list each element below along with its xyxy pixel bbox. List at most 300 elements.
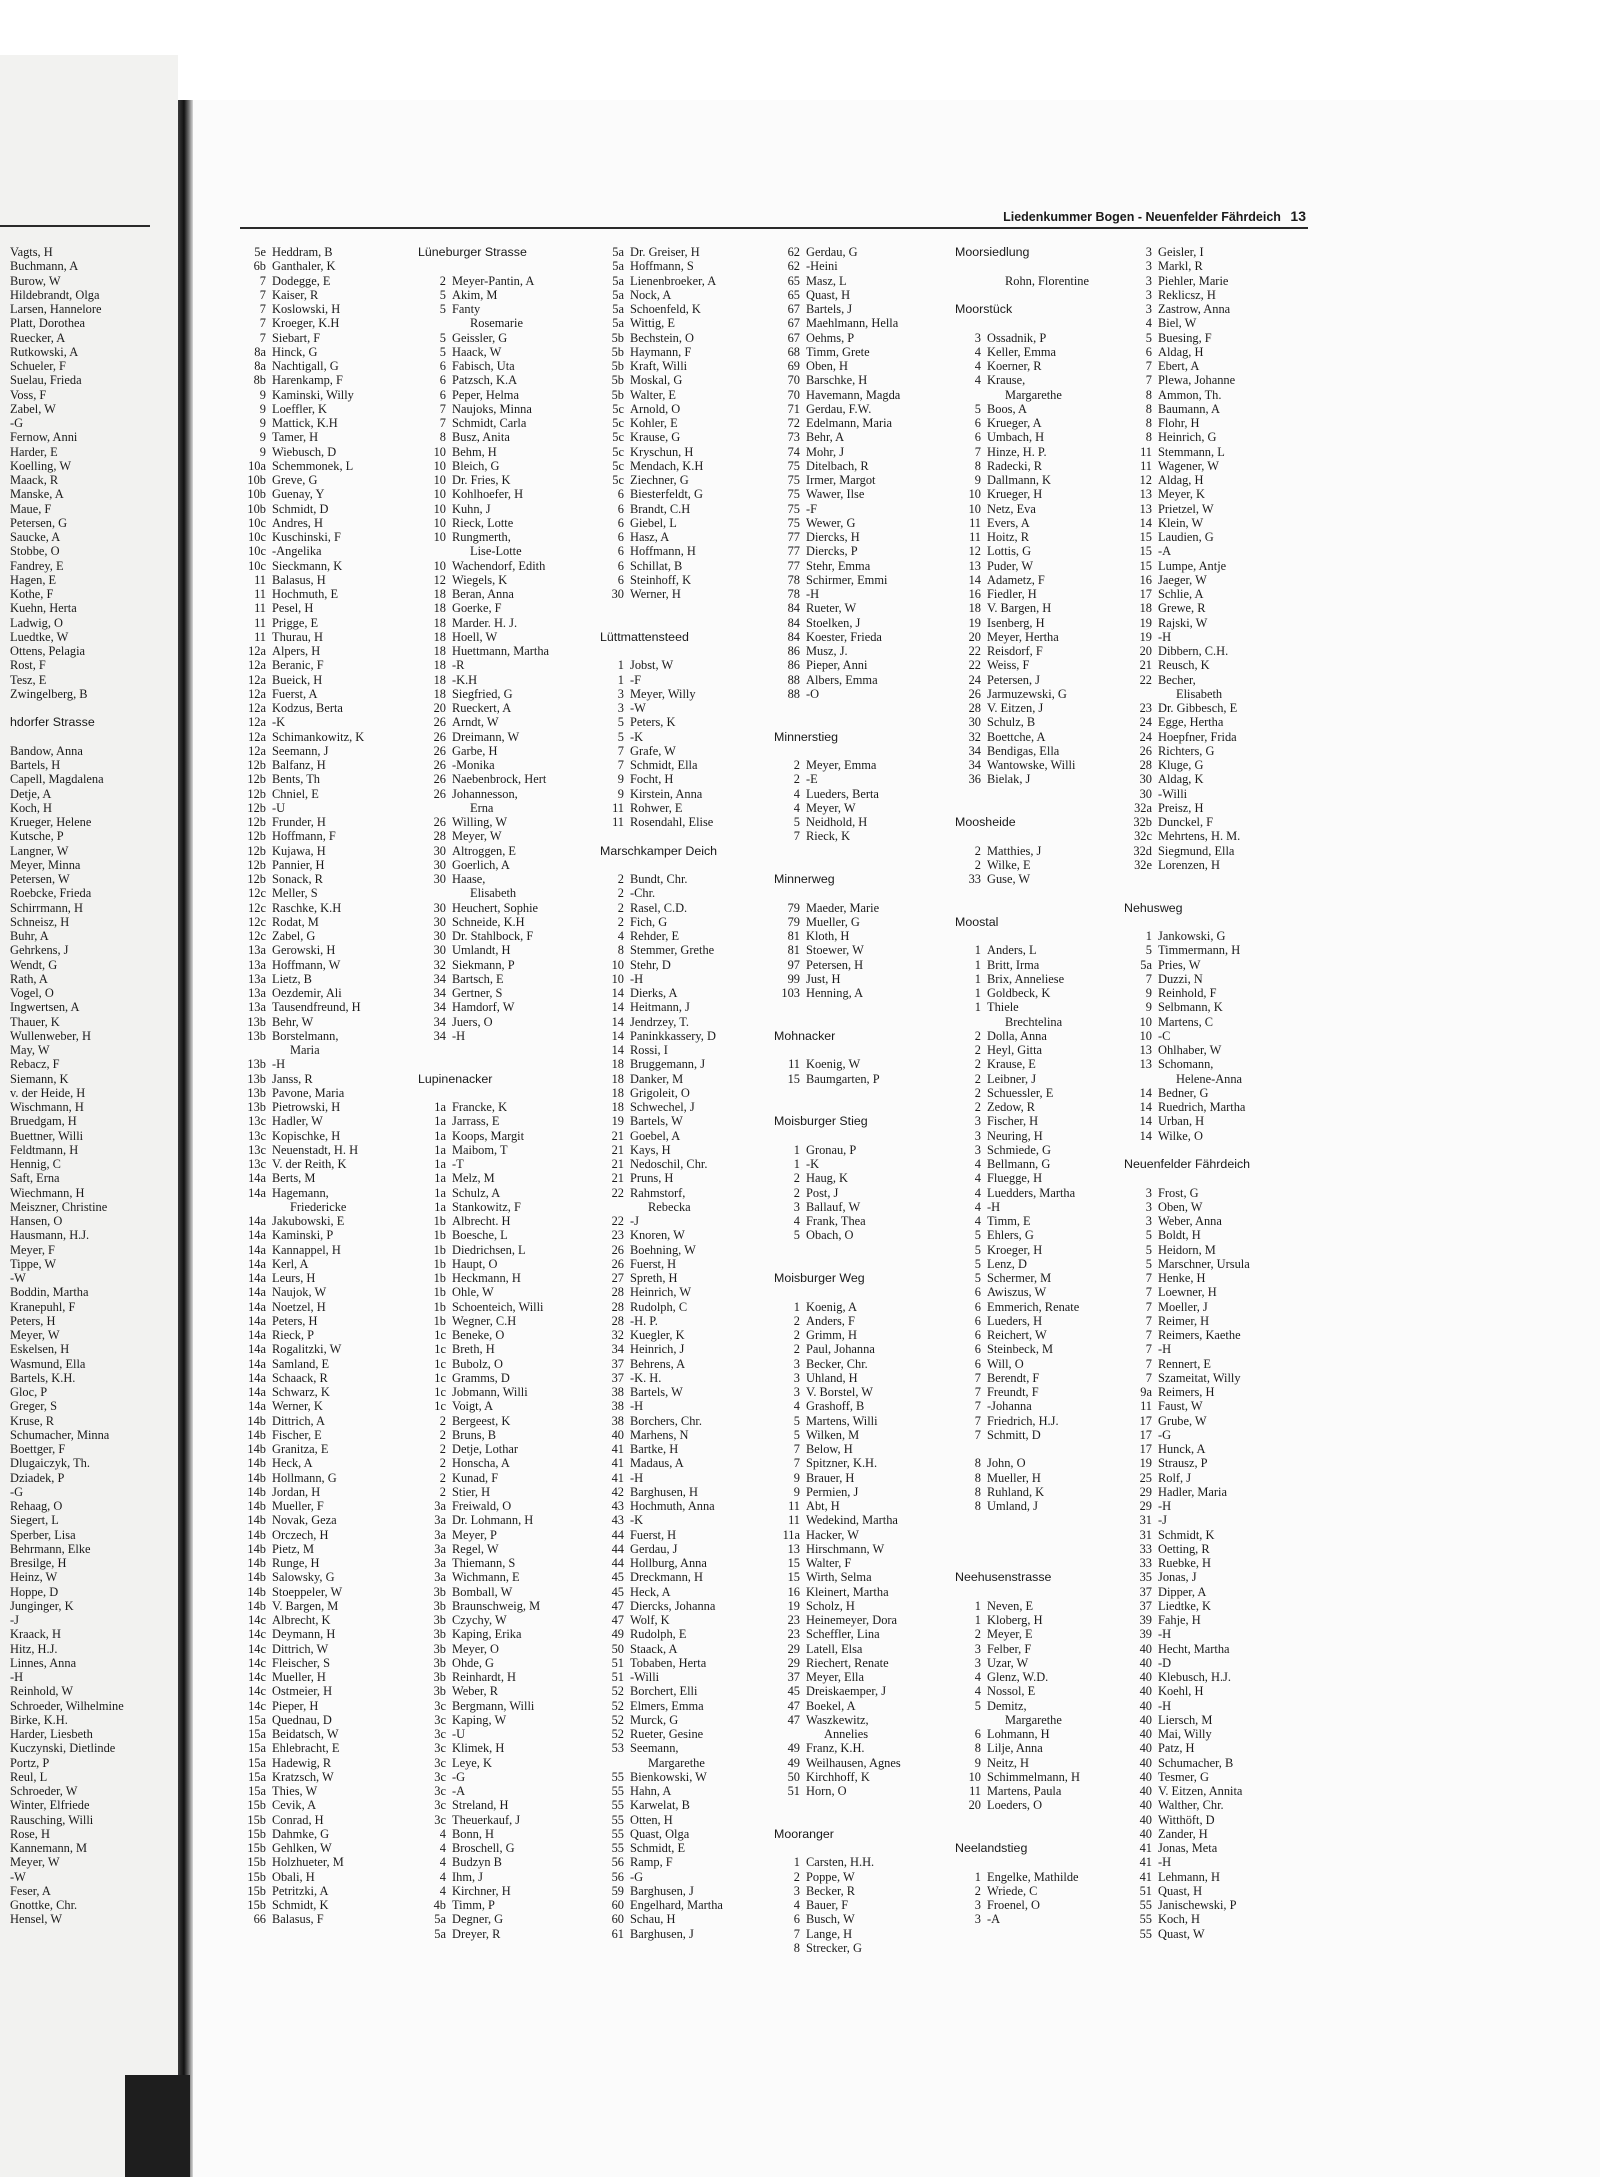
resident-name: Radecki, R (987, 458, 1043, 473)
resident-name: Paul, Johanna (806, 1342, 875, 1357)
resident-name: Freundt, F (987, 1385, 1039, 1399)
resident-entry (10, 1713, 178, 1727)
resident-name: Seemann, J (272, 743, 329, 758)
house-number: 12b (247, 843, 266, 858)
resident-name: Schau, H (630, 1912, 676, 1927)
resident-name: Ohlhaber, W (1158, 1043, 1222, 1057)
resident-entry (236, 958, 414, 972)
resident-entry (600, 1599, 772, 1613)
house-number: 28 (433, 829, 446, 844)
resident-entry (600, 1157, 772, 1171)
resident-name: Kujawa, H (272, 843, 326, 858)
house-number: 5a (612, 302, 624, 316)
resident-entry (10, 972, 178, 986)
resident-name: Leibner, J (987, 1071, 1037, 1086)
street-name: Lüttmattensteed (600, 629, 689, 644)
resident-name-continuation: Rosemarie (470, 316, 523, 331)
resident-name: Saucke, A (10, 530, 61, 544)
house-number: 67 (787, 316, 800, 331)
house-number: 14a (248, 1285, 266, 1300)
resident-entry (10, 1627, 178, 1641)
resident-entry (774, 1471, 952, 1485)
resident-name: Loeffler, K (272, 401, 328, 416)
resident-name: Nachtigall, G (272, 359, 339, 373)
resident-entry (600, 1499, 772, 1513)
resident-name: Oben, W (1158, 1199, 1203, 1214)
resident-entry (774, 1086, 952, 1100)
resident-entry (600, 616, 772, 630)
resident-entry (236, 1015, 414, 1029)
resident-entry (600, 1542, 772, 1556)
resident-entry (10, 416, 178, 430)
house-number: 26 (433, 786, 446, 801)
resident-name: Kuschinski, F (272, 530, 341, 544)
resident-name: Knoren, W (630, 1228, 685, 1243)
house-number: 40 (1139, 1670, 1152, 1684)
house-number: 30 (968, 715, 981, 730)
resident-entry (418, 829, 600, 843)
house-number: 14 (611, 1043, 624, 1057)
resident-name: Heyl, Gitta (987, 1043, 1043, 1057)
resident-name: Wiechmann, H (10, 1185, 85, 1200)
house-number: 34 (433, 1014, 446, 1029)
house-number: 53 (611, 1741, 624, 1756)
resident-name: Egge, Hertha (1158, 715, 1224, 730)
resident-entry (955, 359, 1135, 373)
house-number: 19 (1139, 1456, 1152, 1471)
resident-entry (10, 1642, 178, 1656)
resident-name: Berts, M (272, 1171, 316, 1186)
resident-entry (418, 1214, 600, 1228)
resident-name: Frunder, H (272, 815, 326, 829)
house-number: 10 (1139, 1028, 1152, 1043)
house-number: 66 (253, 1912, 266, 1927)
resident-entry (10, 1171, 178, 1185)
house-number: 3a (434, 1527, 446, 1542)
resident-entry (774, 1727, 952, 1741)
resident-name: Richters, G (1158, 743, 1215, 758)
resident-name: Haug, K (806, 1171, 848, 1186)
house-number: 13c (248, 1128, 266, 1143)
house-number: 14 (968, 572, 981, 587)
resident-entry (955, 1114, 1135, 1128)
resident-entry (236, 929, 414, 943)
resident-entry (236, 1385, 414, 1399)
house-number: 4 (793, 786, 800, 801)
resident-entry (418, 1371, 600, 1385)
house-number: 2 (974, 857, 981, 872)
resident-entry (10, 359, 178, 373)
house-number: 10 (433, 501, 446, 516)
house-number: 39 (1139, 1613, 1152, 1627)
resident-entry (600, 1684, 772, 1698)
resident-name: Mendach, K.H (630, 458, 704, 473)
resident-entry (600, 402, 772, 416)
street-heading (774, 1827, 952, 1841)
house-number: 40 (1139, 1641, 1152, 1656)
resident-name: Flohr, H (1158, 416, 1200, 430)
resident-name: Fuerst, H (630, 1527, 677, 1542)
house-number: 13a (248, 957, 266, 972)
resident-entry (10, 616, 178, 630)
resident-entry (418, 1770, 600, 1784)
resident-name: Weilhausen, Agnes (806, 1755, 901, 1770)
resident-entry (236, 1528, 414, 1542)
house-number: 4 (974, 1157, 981, 1171)
resident-name: Ihm, J (452, 1869, 483, 1884)
house-number: 8a (254, 344, 266, 359)
street-name: Marschkamper Deich (600, 843, 718, 858)
house-number: 13b (247, 1071, 266, 1086)
resident-entry (955, 1798, 1135, 1812)
resident-name: Strausz, P (1158, 1456, 1208, 1471)
house-number: 14c (248, 1613, 266, 1627)
resident-entry (236, 1285, 414, 1299)
resident-name: Nossol, E (987, 1684, 1036, 1699)
resident-name: Bartels, J (806, 302, 853, 316)
resident-entry (774, 715, 952, 729)
house-number: 30 (433, 914, 446, 929)
resident-name: Umlandt, H (452, 943, 511, 958)
resident-entry (10, 986, 178, 1000)
resident-name: Latell, Elsa (806, 1641, 863, 1656)
resident-entry (236, 1328, 414, 1342)
resident-name: Dr. Greiser, H (630, 245, 700, 259)
resident-name: Maeder, Marie (806, 900, 880, 915)
resident-entry (418, 658, 600, 672)
house-number: 14a (248, 1356, 266, 1371)
resident-name: Reisdorf, F (987, 644, 1043, 658)
house-number: 4 (974, 359, 981, 373)
house-number: 9 (259, 416, 266, 430)
resident-entry (236, 1271, 414, 1285)
resident-name: Bruns, B (452, 1427, 497, 1442)
resident-name: Bartels, W (630, 1114, 683, 1129)
resident-name: Gerowski, H (272, 943, 336, 958)
resident-entry (1124, 1670, 1302, 1684)
resident-entry (418, 1428, 600, 1442)
resident-name: Liedtke, K (1158, 1598, 1211, 1613)
resident-name: Naujoks, Minna (452, 401, 532, 416)
resident-name-continuation: Helene-Anna (1176, 1071, 1243, 1086)
resident-name: Weber, R (452, 1684, 498, 1699)
resident-name: -E (806, 772, 818, 787)
resident-name: Britt, Irma (987, 957, 1040, 972)
resident-entry (774, 1257, 952, 1271)
house-number: 12b (247, 772, 266, 787)
house-number: 32b (1133, 815, 1152, 829)
resident-entry (774, 1798, 952, 1812)
resident-name: Hoffmann, W (272, 957, 341, 972)
house-number: 14 (611, 1028, 624, 1043)
resident-entry (955, 644, 1135, 658)
resident-entry (955, 858, 1135, 872)
resident-name: Masz, L (806, 273, 847, 288)
resident-name: Schumacher, Minna (10, 1427, 110, 1442)
resident-entry (955, 1513, 1135, 1527)
house-number: 17 (1139, 1427, 1152, 1442)
resident-name: Hausmann, H.J. (10, 1228, 90, 1243)
house-number: 40 (1139, 1798, 1152, 1813)
resident-entry (600, 1884, 772, 1898)
house-number: 8a (254, 359, 266, 373)
resident-entry (418, 416, 600, 430)
resident-entry (236, 416, 414, 430)
resident-entry (1124, 1029, 1302, 1043)
resident-entry (418, 1813, 600, 1827)
resident-entry (955, 1684, 1135, 1698)
house-number: 55 (1139, 1926, 1152, 1941)
resident-entry (1124, 1884, 1302, 1898)
house-number: 9 (793, 1484, 800, 1499)
house-number: 51 (1139, 1883, 1152, 1898)
resident-entry (955, 801, 1135, 815)
resident-name: Bleich, G (452, 458, 500, 473)
resident-name: Hochmuth, E (272, 587, 339, 601)
resident-entry (236, 1157, 414, 1171)
resident-entry (418, 1057, 600, 1071)
resident-name: Zwingelberg, B (10, 686, 88, 701)
resident-name: Rahmstorf, (630, 1185, 686, 1200)
resident-name: Patzsch, K.A (452, 373, 518, 388)
resident-name: Janss, R (272, 1071, 313, 1086)
resident-entry (774, 544, 952, 558)
resident-name: Zabel, G (272, 929, 316, 943)
house-number: 23 (787, 1613, 800, 1627)
resident-name: Reimer, H (1158, 1313, 1210, 1328)
resident-entry (1124, 658, 1302, 672)
house-number: 2 (974, 1028, 981, 1043)
house-number: 17 (1139, 1442, 1152, 1456)
resident-name: Novak, Geza (272, 1513, 337, 1528)
resident-entry (10, 1513, 178, 1527)
house-number: 39 (1139, 1627, 1152, 1642)
resident-name: Heinrich, J (630, 1342, 685, 1357)
resident-name: Klebusch, H.J. (1158, 1670, 1231, 1684)
resident-name: Haase, (452, 872, 486, 886)
house-number: 9 (974, 1755, 981, 1770)
resident-entry (236, 644, 414, 658)
resident-entry (418, 715, 600, 729)
house-number: 18 (1139, 601, 1152, 616)
resident-name: -T (452, 1157, 464, 1171)
resident-name: Zastrow, Anna (1158, 302, 1231, 316)
resident-entry (600, 359, 772, 373)
resident-name: Orczech, H (272, 1527, 329, 1542)
resident-name: Wilken, M (806, 1427, 860, 1442)
resident-entry (600, 1898, 772, 1912)
house-number: 32 (433, 957, 446, 972)
house-number: 26 (433, 743, 446, 758)
house-number: 9 (1145, 986, 1152, 1000)
house-number: 15b (247, 1798, 266, 1813)
resident-entry (1124, 616, 1302, 630)
resident-entry (236, 1257, 414, 1271)
house-number: 6 (974, 1285, 981, 1300)
house-number: 13 (1139, 501, 1152, 516)
resident-entry (10, 1770, 178, 1784)
house-number: 10c (248, 544, 266, 559)
house-number: 9 (617, 772, 624, 787)
house-number: 5a (612, 316, 624, 331)
house-number: 14b (247, 1484, 266, 1499)
street-heading (955, 815, 1135, 829)
house-number: 45 (787, 1684, 800, 1699)
resident-entry (955, 573, 1135, 587)
resident-name: Rebacz, F (10, 1057, 60, 1072)
resident-name: Schlie, A (1158, 587, 1204, 601)
resident-name: Schmidt, K (1158, 1527, 1215, 1542)
resident-name: Dr. Stahlbock, F (452, 929, 534, 943)
house-number: 7 (974, 444, 981, 459)
resident-name: Steinhoff, K (630, 572, 692, 587)
resident-entry (236, 1300, 414, 1314)
house-number: 12a (248, 644, 266, 658)
house-number: 8 (974, 1499, 981, 1513)
house-number: 1b (433, 1228, 446, 1243)
resident-name: Meyer, Ella (806, 1670, 864, 1684)
resident-name: Bergeest, K (452, 1413, 511, 1428)
resident-name: V. Borstel, W (806, 1385, 874, 1399)
house-number: 28 (611, 1285, 624, 1300)
house-number: 7 (1145, 1271, 1152, 1285)
resident-name: Altroggen, E (452, 843, 517, 858)
house-number: 14a (248, 1342, 266, 1357)
resident-entry (955, 1456, 1135, 1470)
resident-entry (955, 1143, 1135, 1157)
resident-entry (955, 1884, 1135, 1898)
resident-entry (236, 815, 414, 829)
resident-name: -Willi (1158, 786, 1188, 801)
resident-entry (600, 544, 772, 558)
resident-name: Degner, G (452, 1912, 504, 1927)
resident-entry (774, 1570, 952, 1584)
resident-name: Schmidt, Ella (630, 758, 698, 772)
resident-entry (236, 1456, 414, 1470)
house-number: 5 (1145, 1242, 1152, 1257)
resident-entry (1124, 929, 1302, 943)
house-number: 23 (1139, 701, 1152, 715)
house-number: 3c (434, 1769, 446, 1784)
resident-name: Lumpe, Antje (1158, 558, 1227, 573)
resident-name: Weber, Anna (1158, 1214, 1222, 1228)
resident-entry (774, 1371, 952, 1385)
resident-name: -H (272, 1057, 286, 1072)
resident-entry (1124, 1015, 1302, 1029)
resident-name: Chniel, E (272, 786, 319, 801)
street-name: Moosheide (955, 815, 1016, 829)
resident-entry (418, 687, 600, 701)
resident-entry (955, 1314, 1135, 1328)
resident-entry (774, 829, 952, 843)
resident-entry (955, 929, 1135, 943)
resident-entry (418, 1314, 600, 1328)
resident-entry (236, 715, 414, 729)
house-number: 1 (793, 1157, 800, 1171)
resident-entry (600, 758, 772, 772)
resident-entry (774, 1485, 952, 1499)
house-number: 15b (247, 1826, 266, 1841)
resident-name: Brix, Anneliese (987, 971, 1065, 986)
house-number: 8 (1145, 416, 1152, 430)
resident-entry (10, 1385, 178, 1399)
resident-entry (955, 459, 1135, 473)
house-number: 21 (611, 1142, 624, 1157)
resident-name: John, O (987, 1456, 1026, 1471)
resident-name: V. Eitzen, Annita (1158, 1784, 1243, 1798)
resident-entry (774, 1884, 952, 1898)
resident-name: -W (10, 1869, 26, 1884)
resident-name: Vagts, H (10, 245, 53, 259)
resident-name: Balasus, H (272, 572, 326, 587)
resident-entry (1124, 402, 1302, 416)
resident-entry (774, 459, 952, 473)
house-number: 13a (248, 1000, 266, 1015)
resident-entry (1124, 1756, 1302, 1770)
house-number: 10 (433, 458, 446, 473)
house-number: 2 (617, 900, 624, 915)
resident-name: Faust, W (1158, 1399, 1203, 1414)
resident-name: Becker, Chr. (806, 1356, 868, 1371)
house-number: 40 (1139, 1712, 1152, 1727)
house-number: 9 (617, 786, 624, 801)
house-number: 37 (787, 1670, 800, 1684)
house-number: 9a (1140, 1385, 1152, 1399)
resident-name: Ossadnik, P (987, 330, 1047, 345)
house-number: 43 (611, 1513, 624, 1528)
resident-entry (10, 1000, 178, 1014)
house-number: 10 (968, 487, 981, 502)
resident-entry (774, 915, 952, 929)
house-number: 10 (433, 515, 446, 530)
resident-entry (10, 872, 178, 886)
resident-entry (10, 1841, 178, 1855)
resident-name: Grube, W (1158, 1413, 1207, 1428)
house-number: 28 (611, 1299, 624, 1314)
resident-entry (10, 1898, 178, 1912)
resident-name: Obali, H (272, 1869, 315, 1884)
resident-entry (774, 288, 952, 302)
resident-entry (418, 943, 600, 957)
resident-name: Fleischer, S (272, 1655, 331, 1670)
house-number: 14a (248, 1370, 266, 1385)
resident-entry (10, 1157, 178, 1171)
resident-entry (236, 658, 414, 672)
house-number: 12b (247, 829, 266, 844)
resident-name: Stemmer, Grethe (630, 943, 715, 958)
resident-name: Broschell, G (452, 1841, 515, 1855)
resident-entry (10, 1699, 178, 1713)
resident-entry (955, 744, 1135, 758)
resident-name: Siemann, K (10, 1071, 69, 1086)
resident-entry (418, 1656, 600, 1670)
resident-entry (774, 1513, 952, 1527)
resident-entry (236, 758, 414, 772)
resident-name: -Heini (806, 259, 838, 274)
resident-entry (600, 1000, 772, 1014)
resident-name: Gehrkens, J (10, 943, 69, 958)
resident-name: Meyer-Pantin, A (452, 273, 535, 288)
resident-entry (1124, 1072, 1302, 1086)
resident-name: Hoitz, R (987, 530, 1029, 544)
house-number: 10 (968, 1769, 981, 1784)
resident-name: -G (452, 1769, 466, 1784)
house-number: 1 (974, 1869, 981, 1884)
house-number: 14a (248, 1271, 266, 1285)
resident-name: Awiszus, W (987, 1285, 1047, 1300)
resident-name: Wagener, W (1158, 458, 1219, 473)
resident-name: Bueick, H (272, 672, 323, 687)
